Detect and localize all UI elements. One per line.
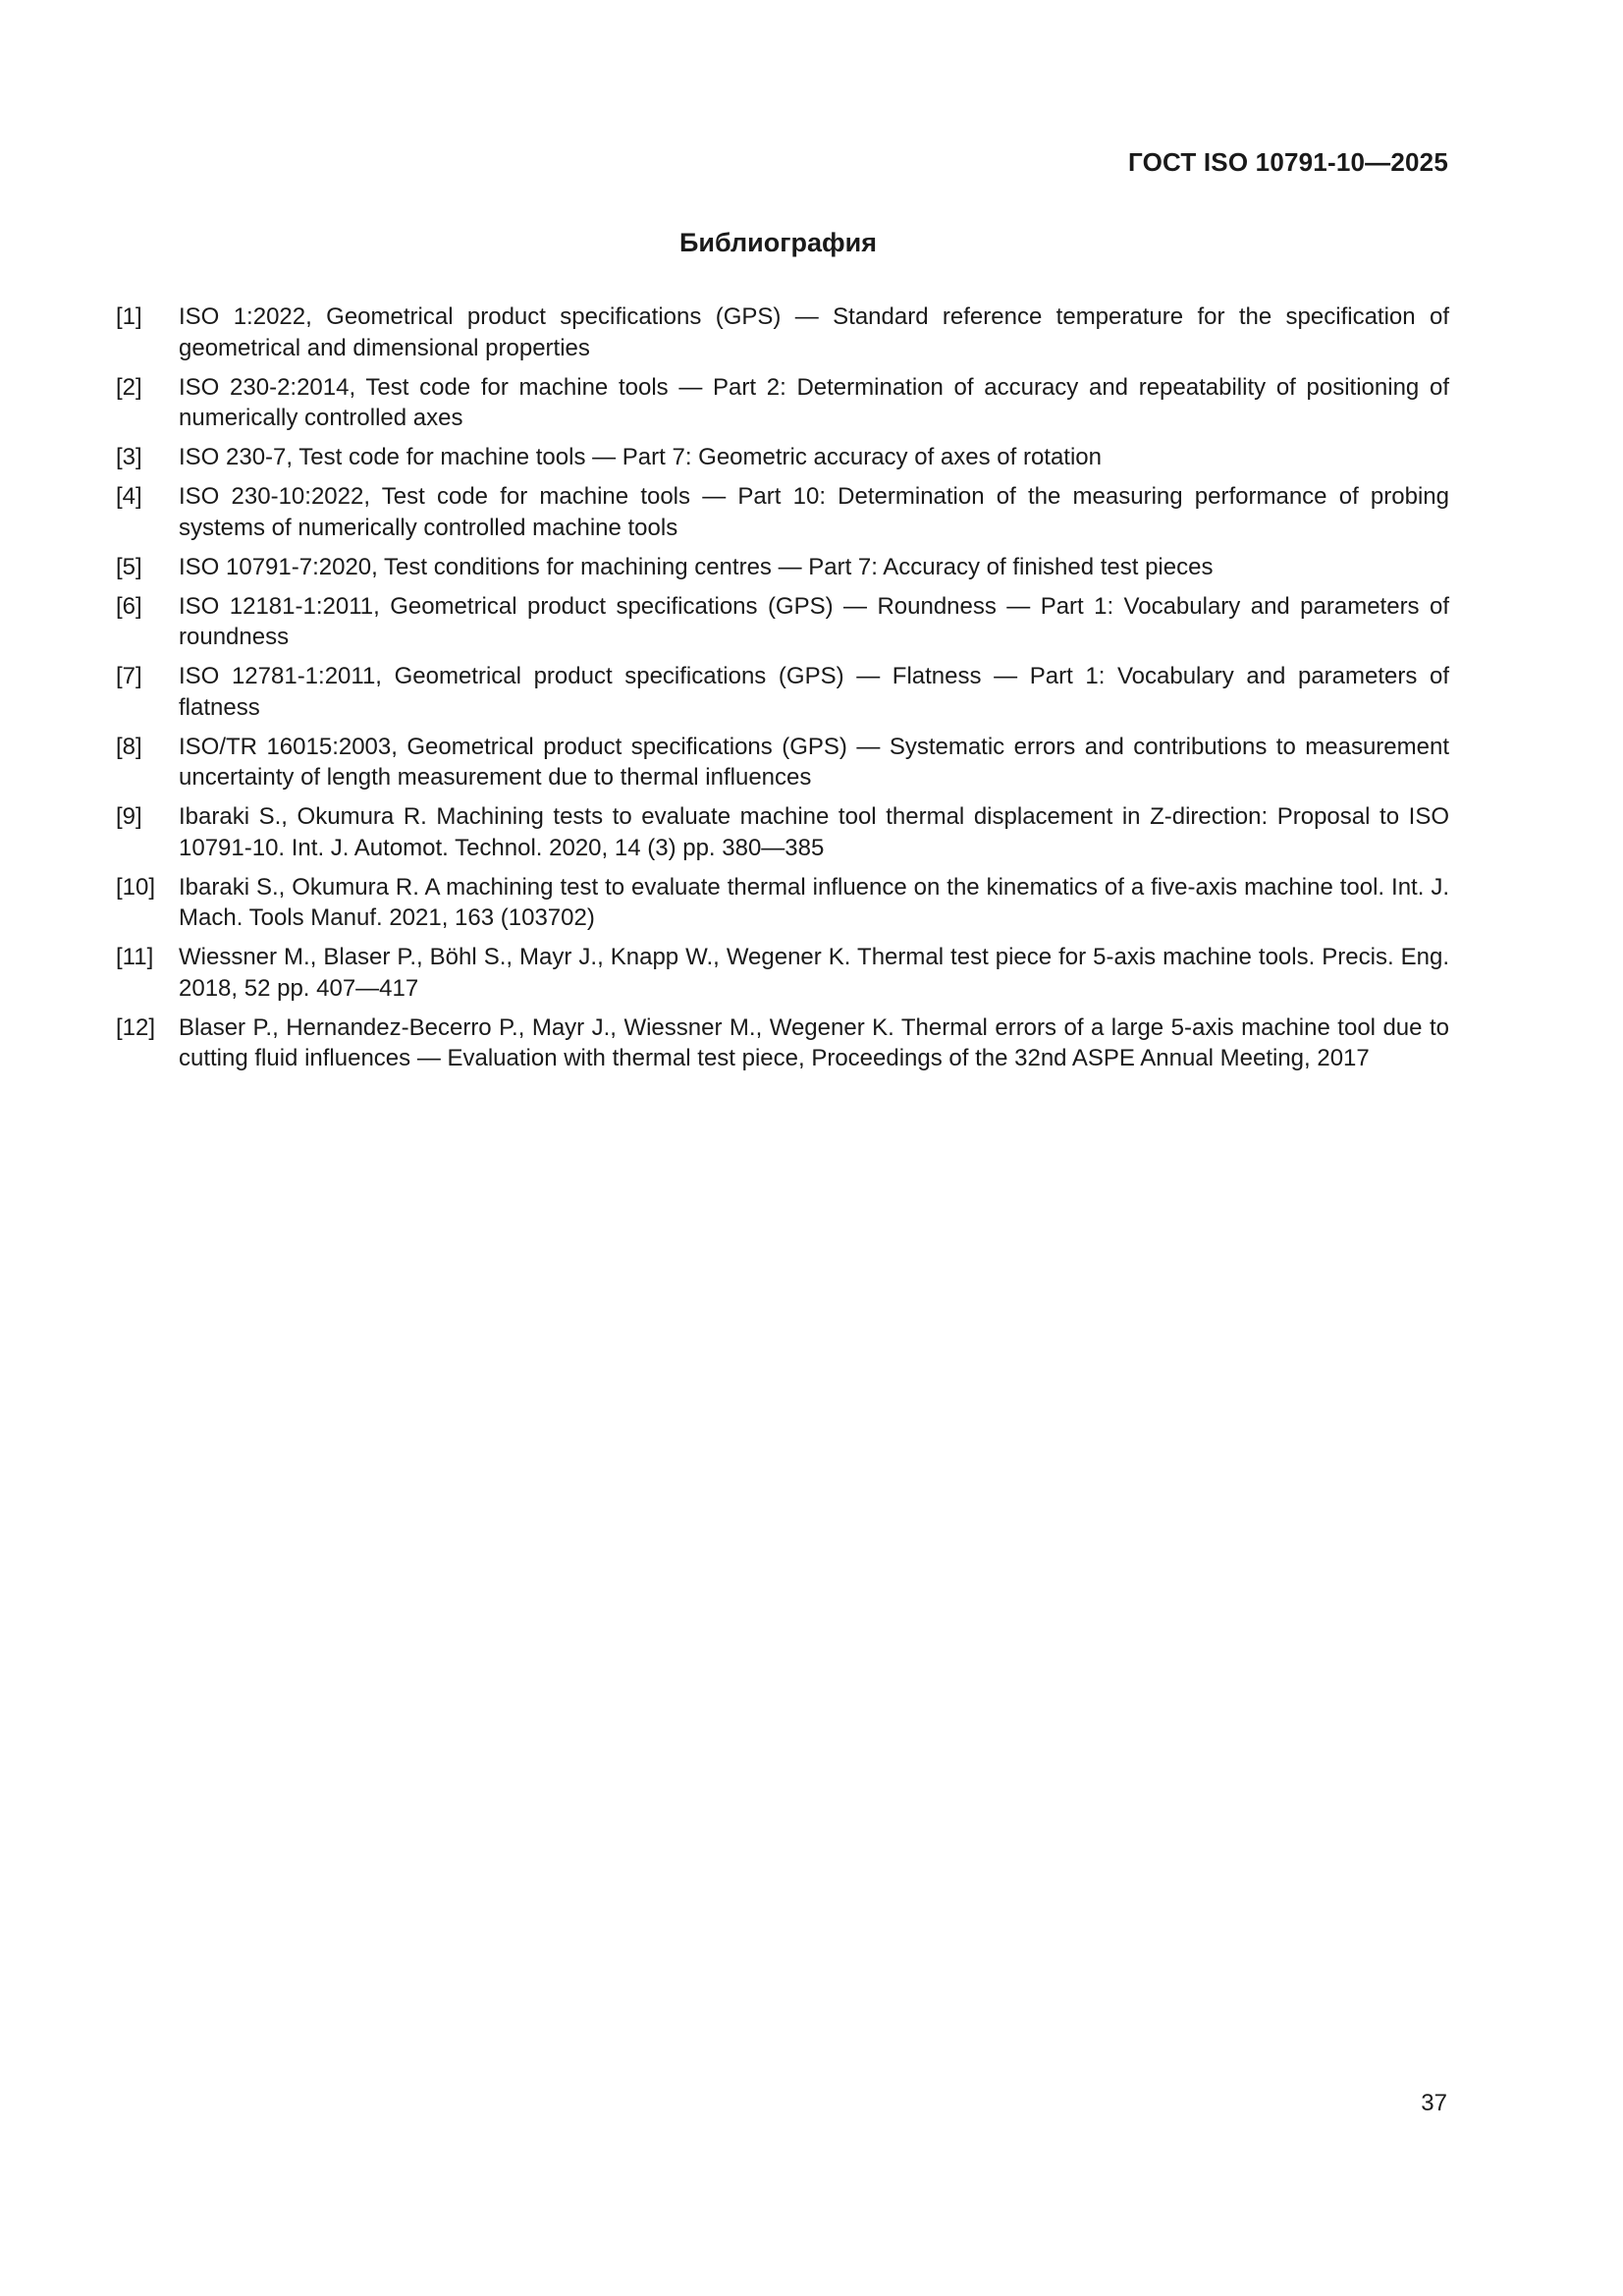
entry-text: ISO 230-2:2014, Test code for machine tools — Part 2: Determination of accuracy and repeatability of positioning of numerically controlled axes [179,373,1449,431]
entry-number: [9] [116,803,142,830]
entry-number: [5] [116,553,142,580]
bibliography-entry [116,732,1449,793]
entry-text: Blaser P., Hernandez-Becerro P., Mayr J., Wiessner M., Wegener K. Thermal errors of a large 5-axis machine tool due to cutting fluid influences — Evaluation with thermal test piece, Proceedings of the 32nd ASPE Annual Meeting, 2017 [179,1013,1449,1071]
bibliography-list [116,301,1449,1082]
entry-text: ISO 230-10:2022, Test code for machine tools — Part 10: Determination of the measuring performance of probing systems of numerically controlled machine tools [179,483,1449,541]
bibliography-entry [116,301,1449,363]
entry-text: ISO 12781-1:2011, Geometrical product specifications (GPS) — Flatness — Part 1: Vocabulary and parameters of flatness [179,663,1449,721]
bibliography-entry [116,661,1449,723]
entry-text: ISO 230-7, Test code for machine tools — Part 7: Geometric accuracy of axes of rotation [179,444,1102,470]
entry-text: ISO 10791-7:2020, Test conditions for machining centres — Part 7: Accuracy of finished test pieces [179,553,1214,580]
entry-number: [4] [116,483,142,510]
bibliography-entry [116,801,1449,863]
bibliography-entry [116,481,1449,543]
bibliography-entry [116,872,1449,934]
bibliography-entry [116,372,1449,434]
entry-number: [12] [116,1013,156,1041]
page-number: 37 [1421,2090,1447,2116]
entry-number: [3] [116,444,142,470]
bibliography-entry [116,552,1449,583]
entry-text: Ibaraki S., Okumura R. Machining tests to evaluate machine tool thermal displacement in Z-direction: Proposal to ISO 10791-10. Int. J. Automot. Technol. 2020, 14 (3) pp. 380—385 [179,803,1449,861]
entry-text: ISO 12181-1:2011, Geometrical product specifications (GPS) — Roundness — Part 1: Vocabulary and parameters of roundness [179,592,1449,650]
bibliography-entry [116,1012,1449,1074]
entry-number: [6] [116,592,142,620]
entry-text: ISO 1:2022, Geometrical product specifications (GPS) — Standard reference temperature for the specification of geometrical and dimensional properties [179,303,1449,361]
entry-number: [1] [116,303,142,330]
entry-text: Wiessner M., Blaser P., Böhl S., Mayr J., Knapp W., Wegener K. Thermal test piece for 5-axis machine tools. Precis. Eng. 2018, 52 pp. 407—417 [179,944,1449,1002]
entry-number: [10] [116,873,156,901]
entry-number: [7] [116,663,142,689]
bibliography-entry [116,942,1449,1004]
entry-number: [2] [116,373,142,401]
entry-number: [11] [116,944,154,970]
bibliography-entry [116,442,1449,473]
bibliography-entry [116,591,1449,653]
entry-text: ISO/TR 16015:2003, Geometrical product specifications (GPS) — Systematic errors and contributions to measurement uncertainty of length measurement due to thermal influences [179,733,1449,791]
section-title: Библиография [679,228,877,257]
standard-id-header: ГОСТ ISO 10791-10—2025 [1128,147,1448,177]
entry-number: [8] [116,733,142,760]
entry-text: Ibaraki S., Okumura R. A machining test to evaluate thermal influence on the kinematics of a five-axis machine tool. Int. J. Mach. Tools Manuf. 2021, 163 (103702) [179,873,1449,931]
